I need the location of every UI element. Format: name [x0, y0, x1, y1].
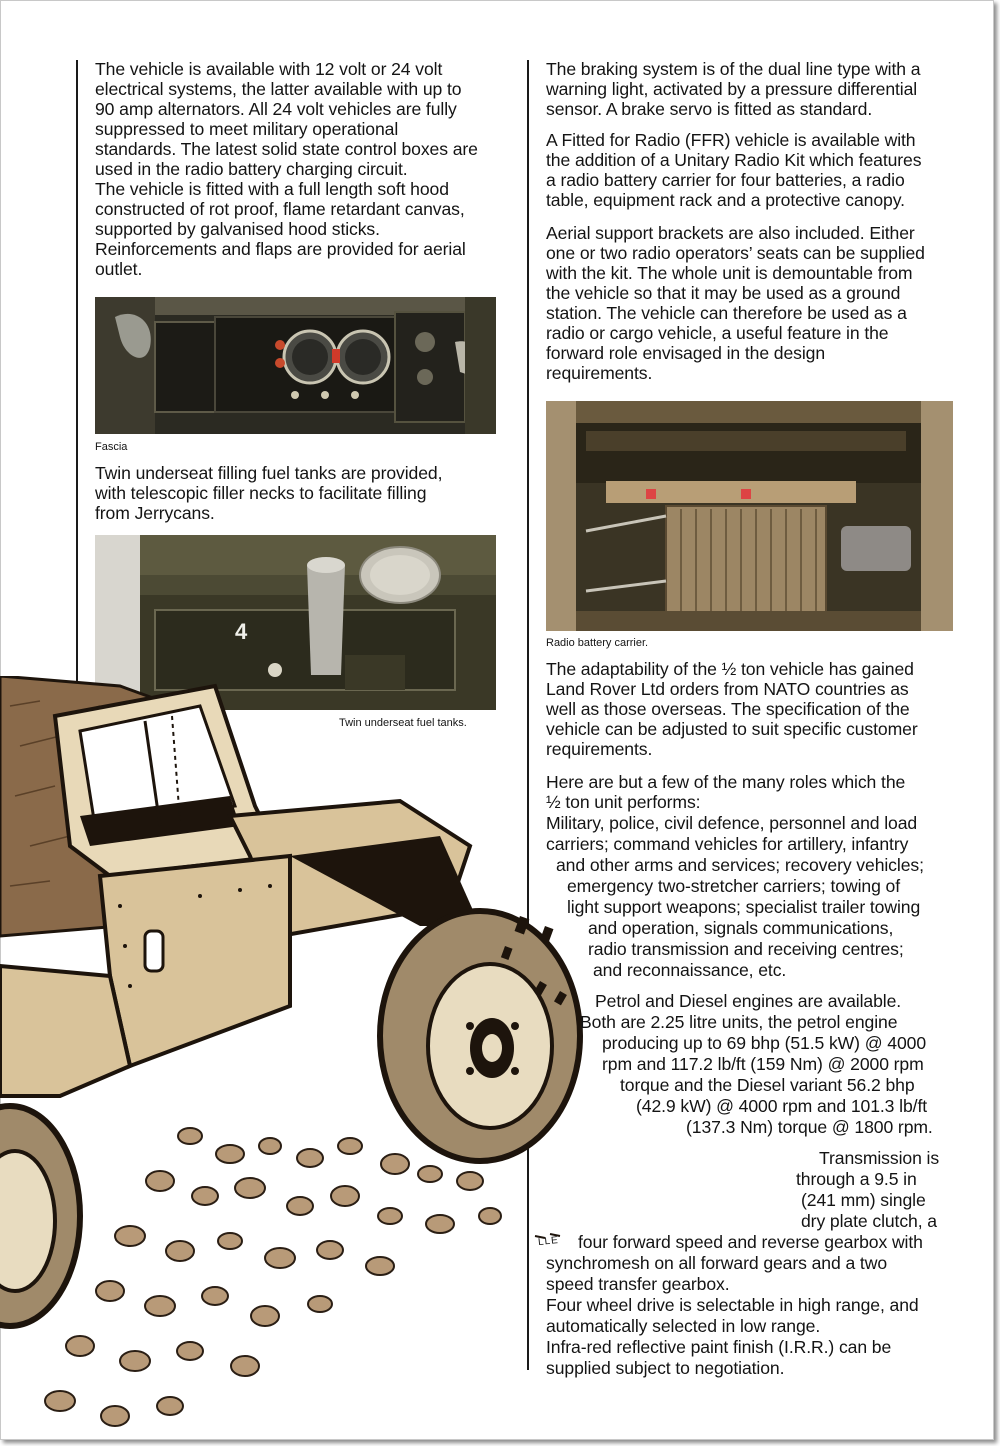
ffr-paragraph: A Fitted for Radio (FFR) vehicle is available with the addition of a Unitary Radio Kit which features a radio battery carrier for four batteries, a radio table, equipment rack and a protective canopy.: [546, 130, 922, 210]
roles-line: carriers; command vehicles for artillery, infantry: [546, 834, 909, 854]
vehicle-illustration: [0, 676, 600, 1440]
engine-line: (42.9 kW) @ 4000 rpm and 101.3 lb/ft: [636, 1096, 928, 1116]
roles-line: and other arms and services; recovery vehicles;: [556, 855, 924, 875]
electrical-paragraph: The vehicle is available with 12 volt or 24 volt electrical systems, the latter available with up to 90 amp alternators. All 24 volt vehicles are fully suppressed to meet military operational standards. The latest solid state control boxes are used in the radio battery charging circuit. The vehicle is fitted with a full length soft hood constructed of rot proof, flame retardant canvas, supported by galvanised hood sticks. Reinforcements and flaps are provided for aerial outlet.: [95, 59, 478, 279]
roles-unit-line: [546, 792, 700, 812]
transmission-line: dry plate clutch, a: [801, 1211, 937, 1231]
adaptability-text-post: ton vehicle has gained: [736, 659, 914, 679]
radio-battery-carrier-caption: Radio battery carrier.: [546, 637, 649, 649]
roles-line: Military, police, civil defence, personnel and load: [546, 813, 918, 833]
engine-line: Petrol and Diesel engines are available.: [595, 991, 902, 1011]
radio-battery-carrier-photo: [546, 401, 953, 631]
fuel-tank-number: 4: [235, 619, 248, 644]
engine-line: rpm and 117.2 lb/ft (159 Nm) @ 2000 rpm: [602, 1054, 924, 1074]
braking-paragraph: The braking system is of the dual line type with a warning light, activated by a pressure differential sensor. A brake servo is fitted as standard.: [546, 59, 921, 119]
roles-line: radio transmission and receiving centres;: [588, 939, 904, 959]
transmission-line: Four wheel drive is selectable in high range, and: [546, 1295, 919, 1315]
half-fraction-2: ½: [546, 792, 561, 812]
engine-line: Both are 2.25 litre units, the petrol engine: [580, 1012, 898, 1032]
artist-signature: LLE: [537, 1234, 560, 1249]
roles-line: and operation, signals communications,: [588, 918, 894, 938]
transmission-line: four forward speed and reverse gearbox with: [578, 1232, 923, 1252]
left-column-rule: [76, 60, 78, 690]
fascia-photo: [95, 297, 496, 434]
fuel-tank-paragraph: Twin underseat filling fuel tanks are provided, with telescopic filler necks to facilitate filling from Jerrycans.: [95, 463, 443, 523]
transmission-line: supplied subject to negotiation.: [546, 1358, 785, 1378]
transmission-line: through a 9.5 in: [796, 1169, 917, 1189]
roles-line: and reconnaissance, etc.: [593, 960, 787, 980]
transmission-line: automatically selected in low range.: [546, 1316, 821, 1336]
half-fraction: ½: [721, 659, 737, 679]
roles-intro: Here are but a few of the many roles which the: [546, 772, 906, 792]
fascia-caption: Fascia: [95, 441, 128, 453]
transmission-line: speed transfer gearbox.: [546, 1274, 730, 1294]
aerial-paragraph: Aerial support brackets are also included. Either one or two radio operators’ seats can be supplied with the kit. The whole unit is demountable from the vehicle so that it may be used as a ground station. The vehicle can therefore be used as a radio or cargo vehicle, a useful feature in the forward role envisaged in the design requirements.: [546, 223, 925, 383]
transmission-line: Transmission is: [819, 1148, 940, 1168]
roles-line: light support weapons; specialist trailer towing: [567, 897, 921, 917]
adaptability-text-rest: Land Rover Ltd orders from NATO countries as well as those overseas. The specification of the vehicle can be adjusted to suit specific customer requirements.: [546, 679, 918, 759]
engine-line: (137.3 Nm) torque @ 1800 rpm.: [686, 1117, 933, 1137]
fuel-tanks-caption: Twin underseat fuel tanks.: [339, 717, 467, 729]
adaptability-text-pre: The adaptability of the: [546, 659, 722, 679]
transmission-line: synchromesh on all forward gears and a two: [546, 1253, 888, 1273]
roles-line: emergency two-stretcher carriers; towing of: [567, 876, 901, 896]
engine-line: producing up to 69 bhp (51.5 kW) @ 4000: [602, 1033, 927, 1053]
adaptability-paragraph: [546, 659, 918, 759]
roles-unit-text: ton unit performs:: [560, 792, 701, 812]
transmission-line: Infra-red reflective paint finish (I.R.R.) can be: [546, 1337, 892, 1357]
engine-line: torque and the Diesel variant 56.2 bhp: [620, 1075, 915, 1095]
transmission-line: (241 mm) single: [801, 1190, 926, 1210]
